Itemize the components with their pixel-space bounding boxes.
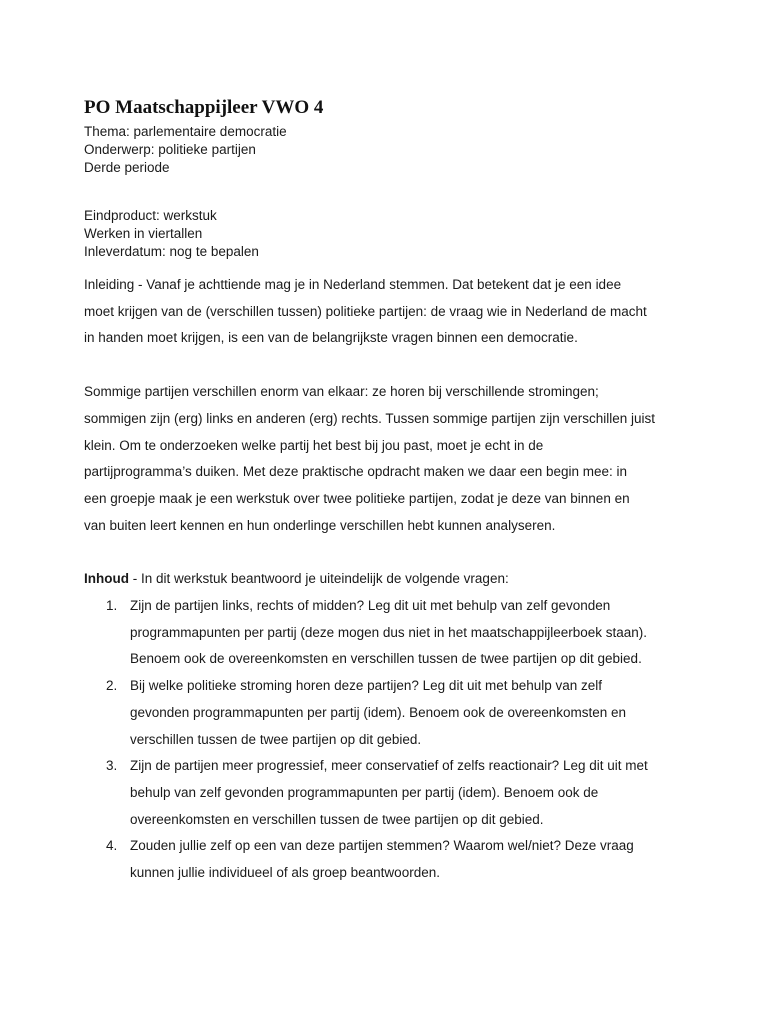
meta-period: Derde periode: [84, 160, 170, 175]
meta-end-product: Eindproduct: werkstuk: [84, 208, 217, 223]
question-item: [106, 673, 684, 753]
question-item: [106, 833, 684, 886]
content-text: - In dit werkstuk beantwoord je uiteindelijk de volgende vragen:: [128, 571, 509, 587]
meta-block-deliverable: [84, 207, 684, 261]
meta-due-date: Inleverdatum: nog te bepalen: [84, 244, 259, 259]
question-line: overeenkomsten en verschillen tussen de twee partijen op dit gebied.: [130, 811, 544, 827]
paragraph-line: van buiten leert kennen en hun onderlinge verschillen hebt kunnen analyseren.: [84, 517, 556, 533]
question-number: 2.: [106, 678, 118, 694]
question-number: 1.: [106, 598, 118, 614]
question-line: verschillen tussen de twee partijen op dit gebied.: [130, 731, 422, 747]
question-line: Zijn de partijen meer progressief, meer conservatief of zelfs reactionair? Leg dit uit met: [130, 758, 648, 774]
question-item: [106, 753, 684, 833]
intro-line: moet krijgen van de (verschillen tussen) politieke partijen: de vraag wie in Nederland de macht: [84, 303, 647, 319]
paragraph-line: Sommige partijen verschillen enorm van elkaar: ze horen bij verschillende stromingen;: [84, 384, 599, 400]
question-line: programmapunten per partij (deze mogen dus niet in het maatschappijleerboek staan).: [130, 624, 648, 640]
question-line: Zijn de partijen links, rechts of midden? Leg dit uit met behulp van zelf gevonden: [130, 598, 611, 614]
intro-line: in handen moet krijgen, is een van de belangrijkste vragen binnen een democratie.: [84, 330, 578, 346]
question-number: 3.: [106, 758, 118, 774]
question-number: 4.: [106, 838, 118, 854]
question-line: Bij welke politieke stroming horen deze partijen? Leg dit uit met behulp van zelf: [130, 678, 603, 694]
intro-paragraph: [84, 272, 684, 352]
question-line: behulp van zelf gevonden programmapunten per partij (idem). Benoem ook de: [130, 784, 599, 800]
question-line: Benoem ook de overeenkomsten en verschillen tussen de twee partijen op dit gebied.: [130, 651, 642, 667]
content-label: Inhoud: [84, 571, 129, 587]
document-page: [84, 96, 684, 887]
meta-subject: Onderwerp: politieke partijen: [84, 142, 256, 157]
paragraph-line: partijprogramma’s duiken. Met deze praktische opdracht maken we daar een begin mee: in: [84, 464, 628, 480]
meta-group-size: Werken in viertallen: [84, 226, 203, 241]
paragraph-line: sommigen zijn (erg) links en anderen (erg) rechts. Tussen sommige partijen zijn verschillen juist: [84, 410, 655, 426]
meta-theme: Thema: parlementaire democratie: [84, 124, 287, 139]
paragraph-line: een groepje maak je een werkstuk over twee politieke partijen, zodat je deze van binnen en: [84, 490, 630, 506]
differences-paragraph: [84, 379, 684, 539]
question-line: Zouden jullie zelf op een van deze partijen stemmen? Waarom wel/niet? Deze vraag: [130, 838, 634, 854]
document-title: PO Maatschappijleer VWO 4: [84, 97, 324, 118]
paragraph-line: klein. Om te onderzoeken welke partij het best bij jou past, moet je echt in de: [84, 437, 544, 453]
question-line: gevonden programmapunten per partij (idem). Benoem ook de overeenkomsten en: [130, 704, 627, 720]
questions-list: [84, 593, 684, 887]
intro-line: Inleiding - Vanaf je achttiende mag je in Nederland stemmen. Dat betekent dat je een idee: [84, 277, 622, 292]
content-intro: [84, 566, 684, 593]
question-item: [106, 593, 684, 673]
question-line: kunnen jullie individueel of als groep beantwoorden.: [130, 865, 440, 881]
meta-block-theme: [84, 123, 684, 177]
